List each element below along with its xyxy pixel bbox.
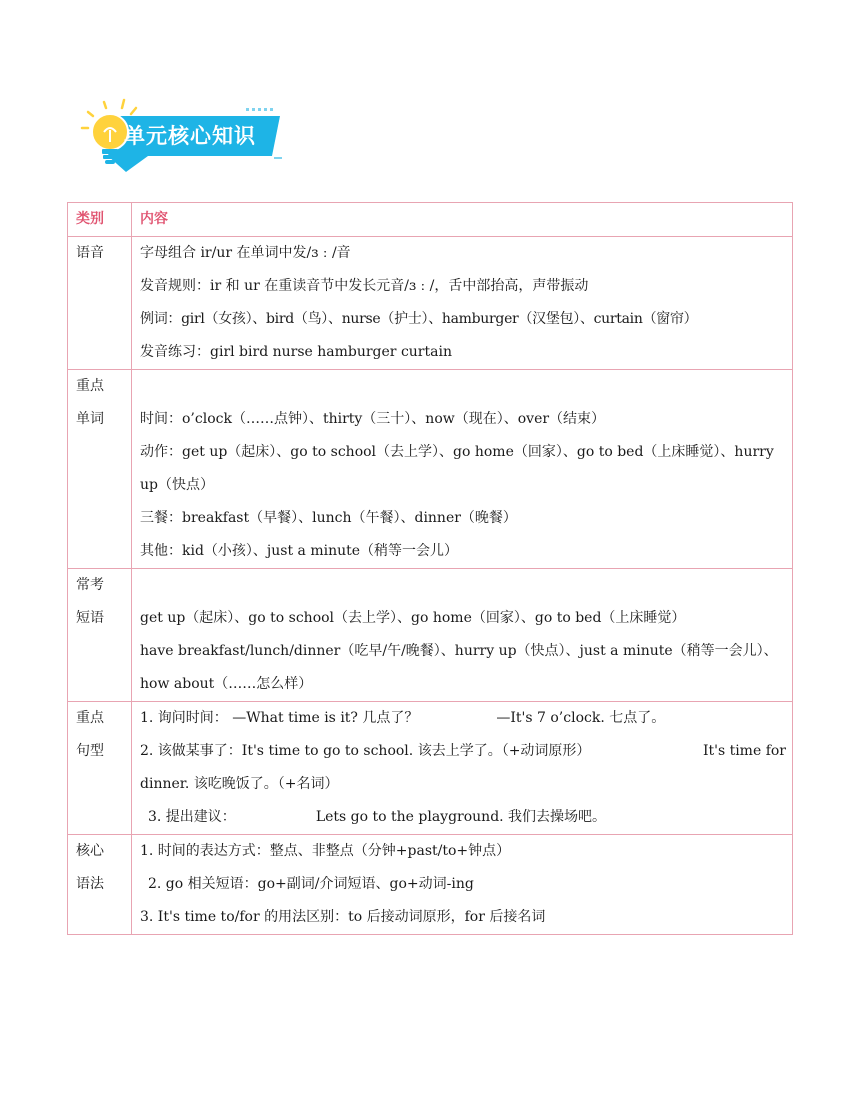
knowledge-table <box>67 202 793 935</box>
table-row <box>68 835 793 935</box>
table-row <box>68 370 793 569</box>
sentence-suggest: Lets go to the playground. 我们去操场吧。 <box>315 809 607 825</box>
table-row <box>68 702 793 835</box>
sentence-suggest-label: 3. 提出建议： <box>148 809 236 825</box>
table-row <box>68 569 793 702</box>
category-line: 常考 <box>76 577 104 593</box>
content-line <box>140 735 786 768</box>
content-line: 三餐：breakfast（早餐）、lunch（午餐）、dinner（晚餐） <box>140 510 517 526</box>
section-banner <box>78 96 288 180</box>
content-line: 字母组合 ir/ur 在单词中发/ɜ ː /音 <box>140 245 351 261</box>
content-pronunciation <box>132 237 793 370</box>
category-line: 句型 <box>76 743 104 759</box>
sentence-time-for: It's time for <box>702 743 786 759</box>
content-line: 动作：get up（起床）、go to school（去上学）、go home（回家）、go to bed（上床睡觉）、hurry up（快点） <box>140 444 774 493</box>
category-line: 短语 <box>76 610 104 626</box>
category-sentences <box>68 702 132 835</box>
sentence-answer: —It's 7 o’clock. 七点了。 <box>496 710 666 726</box>
content-line <box>140 702 786 735</box>
category-line: 核心 <box>76 843 104 859</box>
category-line: 语法 <box>76 876 104 892</box>
content-sentences <box>132 702 793 835</box>
category-pronunciation: 语音 <box>68 237 132 370</box>
category-phrases <box>68 569 132 702</box>
table-header-row <box>68 203 793 237</box>
content-line: 1. 时间的表达方式：整点、非整点（分钟+past/to+钟点） <box>140 843 511 859</box>
banner-title: 单元核心知识 <box>124 124 256 148</box>
content-line: 发音规则：ir 和 ur 在重读音节中发长元音/ɜ ː /，舌中部抬高，声带振动 <box>140 278 589 294</box>
category-words <box>68 370 132 569</box>
table-row <box>68 237 793 370</box>
content-line: 2. go 相关短语：go+副词/介词短语、go+动词-ing <box>148 876 474 892</box>
category-line: 重点 <box>76 710 104 726</box>
content-grammar <box>132 835 793 935</box>
content-line <box>140 801 786 834</box>
content-line: have breakfast/lunch/dinner（吃早/午/晚餐）、hurry up（快点）、just a minute（稍等一会儿）、how about（……怎么样） <box>140 643 778 692</box>
content-line: 3. It's time to/for 的用法区别：to 后接动词原形，for 后接名词 <box>140 909 546 925</box>
content-line: 例词：girl（女孩）、bird（鸟）、nurse（护士）、hamburger（汉堡包）、curtain（窗帘） <box>140 311 698 327</box>
content-phrases <box>132 569 793 702</box>
header-content: 内容 <box>132 203 793 237</box>
header-category: 类别 <box>68 203 132 237</box>
sentence-time-to: 2. 该做某事了：It's time to go to school. 该去上学了。（+动词原形） <box>140 743 591 759</box>
category-grammar <box>68 835 132 935</box>
content-line: 时间：o’clock（……点钟）、thirty（三十）、now（现在）、over（结束） <box>140 411 606 427</box>
content-line: 其他：kid（小孩）、just a minute（稍等一会儿） <box>140 543 459 559</box>
content-line: 发音练习：girl bird nurse hamburger curtain <box>140 344 452 360</box>
category-line: 单词 <box>76 411 104 427</box>
category-line: 重点 <box>76 378 104 394</box>
content-line: get up（起床）、go to school（去上学）、go home（回家）、go to bed（上床睡觉） <box>140 610 686 626</box>
content-words <box>132 370 793 569</box>
sentence-question: 1. 询问时间： —What time is it? 几点了？ <box>140 710 419 726</box>
content-line: dinner. 该吃晚饭了。（+名词） <box>140 776 339 792</box>
